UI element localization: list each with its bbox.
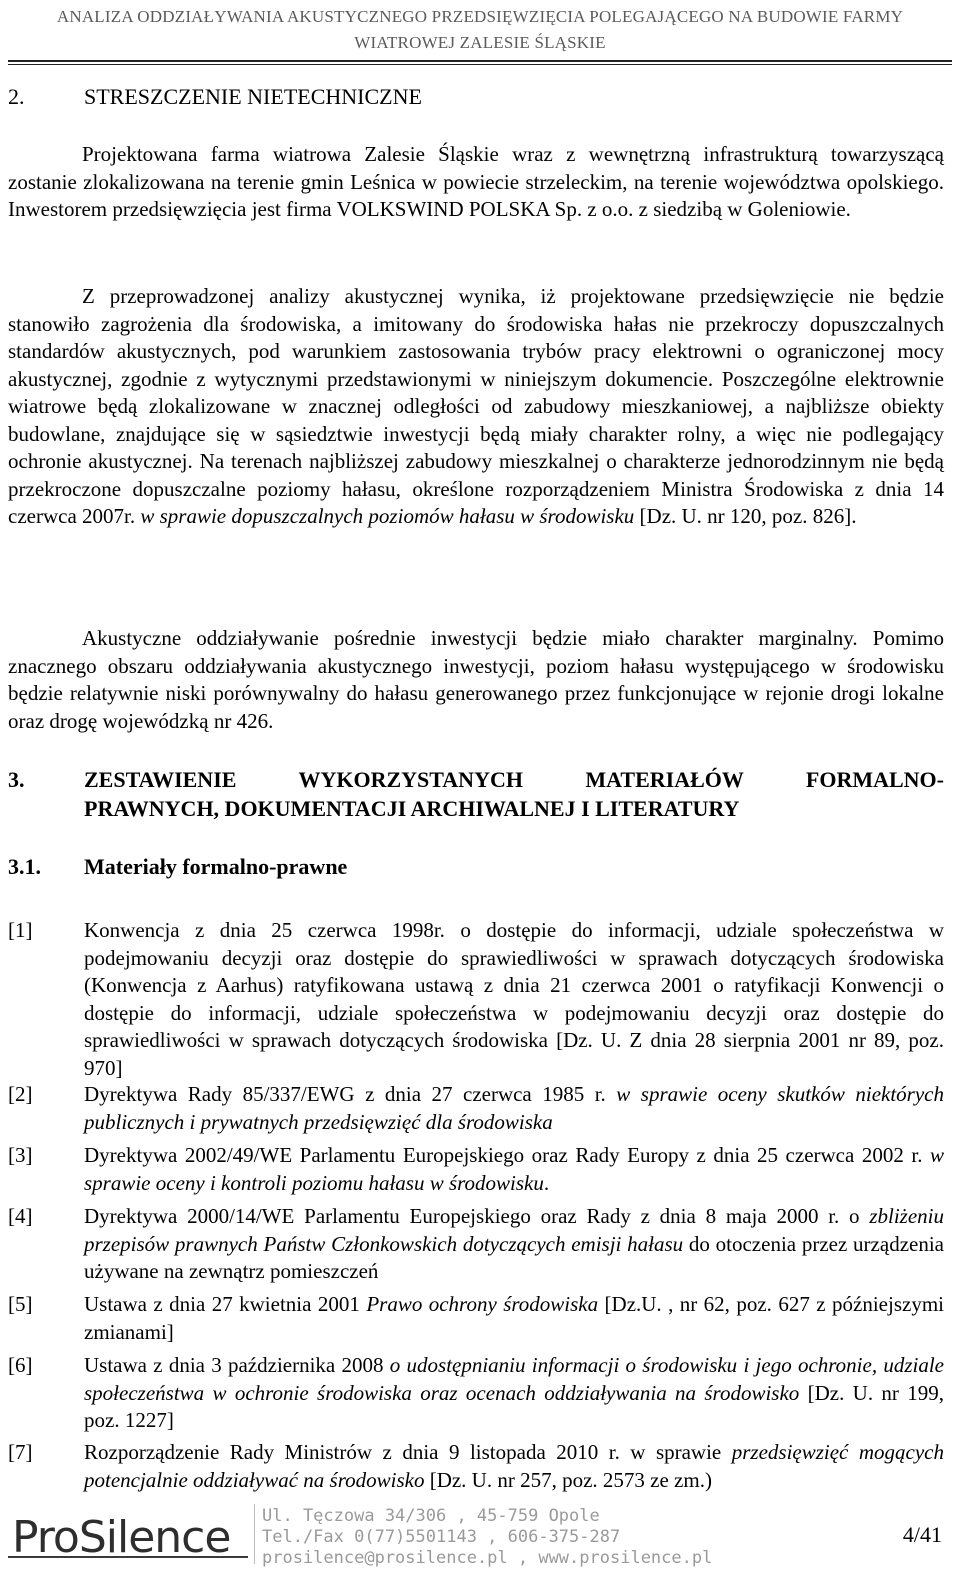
page-footer <box>0 1500 960 1567</box>
reference-item <box>84 1142 944 1197</box>
paragraph-2-italic: w sprawie dopuszczalnych poziomów hałasu w środowisku <box>140 504 635 528</box>
logo-pro: Pro <box>12 1512 79 1563</box>
section-3-title-line-1: ZESTAWIENIE WYKORZYSTANYCH MATERIAŁÓW FORMALNO- <box>84 767 944 792</box>
section-2-number: 2. <box>8 84 25 109</box>
reference-item <box>84 1291 944 1346</box>
section-3-title-line-2: PRAWNYCH, DOKUMENTACJI ARCHIWALNEJ I LITERATURY <box>84 796 740 821</box>
reference-text-tail: [Dz. U. nr 199, poz. 1227] <box>84 1380 944 1432</box>
reference-text: Dyrektywa Rady 85/337/EWG z dnia 27 czerwca 1985 r. <box>84 1082 617 1106</box>
paragraph-2-text: Z przeprowadzonej analizy akustycznej wynika, iż projektowane przedsięwzięcie nie będzie stanowiło zagrożenia dla środowiska, a imitowany do środowiska hałas nie przekroczy dopuszczalnych standardów akustycznych, pod warunkiem zastosowania trybów pracy elektrowni o ograniczonej mocy akustycznej, zgodnie z wytycznymi przedstawionymi w niniejszym dokumencie. Poszczególne elektrownie wiatrowe będą zlokalizowane w znacznej odległości od zabudowy mieszkaniowej, a najbliższe obiekty budowlane, znajdujące się w sąsiedztwie inwestycji będą miały charakter rolny, a więc nie podlegający ochronie akustycznej. Na terenach najbliższej zabudowy mieszkalnej o charakterze jednorodzinnym nie będą przekroczone dopuszczalne poziomy hałasu, określone rozporządzeniem Ministra Środowiska z dnia 14 czerwca 2007r. <box>8 284 944 528</box>
paragraph-2-citation: [Dz. U. nr 120, poz. 826]. <box>634 504 857 528</box>
subsection-title: Materiały formalno-prawne <box>84 854 348 879</box>
reference-text: Ustawa z dnia 3 października 2008 <box>84 1353 390 1377</box>
footer-divider <box>254 1504 255 1564</box>
reference-italic: w sprawie oceny i kontroli poziomu hałasu w środowisku <box>84 1143 944 1195</box>
reference-number: [4] <box>8 1204 33 1228</box>
header-rule <box>8 60 952 62</box>
section-2-paragraph-3: Akustyczne oddziaływanie pośrednie inwestycji będzie miało charakter marginalny. Pomimo znacznego obszaru oddziaływania akustycznego inwestycji, poziom hałasu występującego w środowisku będzie relatywnie niski porównywalny do hałasu generowanego przez funkcjonujące w rejonie drogi lokalne oraz drogę wojewódzką nr 426. <box>8 626 944 733</box>
reference-item <box>84 917 944 1082</box>
subsection-number: 3.1. <box>8 854 41 879</box>
section-3-number: 3. <box>8 767 25 792</box>
reference-italic: zbliżeniu przepisów prawnych Państw Członkowskich dotyczących emisji hałasu <box>84 1204 944 1256</box>
reference-italic: o udostępnianiu informacji o środowisku i jego ochronie, udziale społeczeństwa w ochronie środowiska oraz ocenach oddziaływania na środowisko <box>84 1353 944 1405</box>
reference-text-tail: do otoczenia przez urządzenia używane na zewnątrz pomieszczeń <box>84 1231 944 1283</box>
page-header <box>8 4 952 60</box>
page-number: 4/41 <box>902 1522 942 1547</box>
reference-text: Rozporządzenie Rady Ministrów z dnia 9 listopada 2010 r. w sprawie <box>84 1440 732 1464</box>
reference-item <box>84 1203 944 1286</box>
reference-text-tail: [Dz.U. , nr 62, poz. 627 z późniejszymi zmianami] <box>84 1292 944 1344</box>
reference-text: Dyrektywa 2000/14/WE Parlamentu Europejskiego oraz Rady z dnia 8 maja 2000 r. o <box>84 1204 870 1228</box>
contact-address: Ul. Tęczowa 34/306 , 45-759 Opole <box>262 1506 600 1526</box>
reference-italic: przedsięwzięć mogących potencjalnie oddziaływać na środowisko <box>84 1440 944 1492</box>
reference-item <box>84 1081 944 1136</box>
reference-italic: w sprawie oceny skutków niektórych publicznych i prywatnych przedsięwzięć dla środowiska <box>84 1082 944 1134</box>
reference-text: Konwencja z dnia 25 czerwca 1998r. o dostępie do informacji, udziale społeczeństwa w podejmowaniu decyzji oraz dostępie do sprawiedliwości w sprawach dotyczących środowiska (Konwencja z Aarhus) ratyfikowana ustawą z dnia 21 czerwca 2001 o ratyfikacji Konwencji o dostępie do informacji, udziale społeczeństwa w podejmowaniu decyzji oraz dostępie do sprawiedliwości w sprawach dotyczących środowiska [Dz. U. Z dnia 28 sierpnia 2001 nr 89, poz. 970] <box>84 918 944 1080</box>
prosilence-logo <box>8 1508 248 1564</box>
reference-italic: Prawo ochrony środowiska <box>366 1292 599 1316</box>
reference-text-tail: . <box>543 1170 550 1195</box>
reference-number: [2] <box>8 1082 33 1106</box>
reference-number: [3] <box>8 1143 33 1167</box>
contact-email[interactable]: prosilence@prosilence.pl , www.prosilence.pl <box>262 1548 713 1568</box>
reference-text-tail: [Dz. U. nr 257, poz. 2573 ze zm.) <box>424 1467 712 1492</box>
section-2-paragraph-1: Projektowana farma wiatrowa Zalesie Śląskie wraz z wewnętrzną infrastrukturą towarzyszącą zostanie zlokalizowana na terenie gmin Leśnica w powiecie strzeleckim, na terenie województwa opolskiego. Inwestorem przedsięwzięcia jest firma VOLKSWIND POLSKA Sp. z o.o. z siedzibą w Goleniowie. <box>8 142 944 221</box>
reference-number: [5] <box>8 1292 33 1316</box>
reference-text: Dyrektywa 2002/49/WE Parlamentu Europejskiego oraz Rady Europy z dnia 25 czerwca 2002 r. <box>84 1143 930 1167</box>
section-2-paragraph-2 <box>8 283 944 531</box>
logo-wordmark <box>12 1512 230 1564</box>
reference-text: Ustawa z dnia 27 kwietnia 2001 <box>84 1292 367 1316</box>
logo-silence: Silence <box>78 1512 231 1563</box>
section-2-title: STRESZCZENIE NIETECHNICZNE <box>84 84 422 109</box>
reference-number: [6] <box>8 1353 33 1377</box>
header-rule-thin <box>8 64 952 65</box>
contact-info <box>262 1506 712 1569</box>
contact-phone: Tel./Fax 0(77)5501143 , 606-375-287 <box>262 1527 621 1547</box>
reference-number: [1] <box>8 918 33 942</box>
header-line-1: ANALIZA ODDZIAŁYWANIA AKUSTYCZNEGO PRZEDSIĘWZIĘCIA POLEGAJĄCEGO NA BUDOWIE FARMY <box>56 7 904 26</box>
reference-item <box>84 1439 944 1494</box>
header-line-2: WIATROWEJ ZALESIE ŚLĄSKIE <box>354 33 606 52</box>
reference-item <box>84 1352 944 1435</box>
reference-number: [7] <box>8 1440 33 1464</box>
